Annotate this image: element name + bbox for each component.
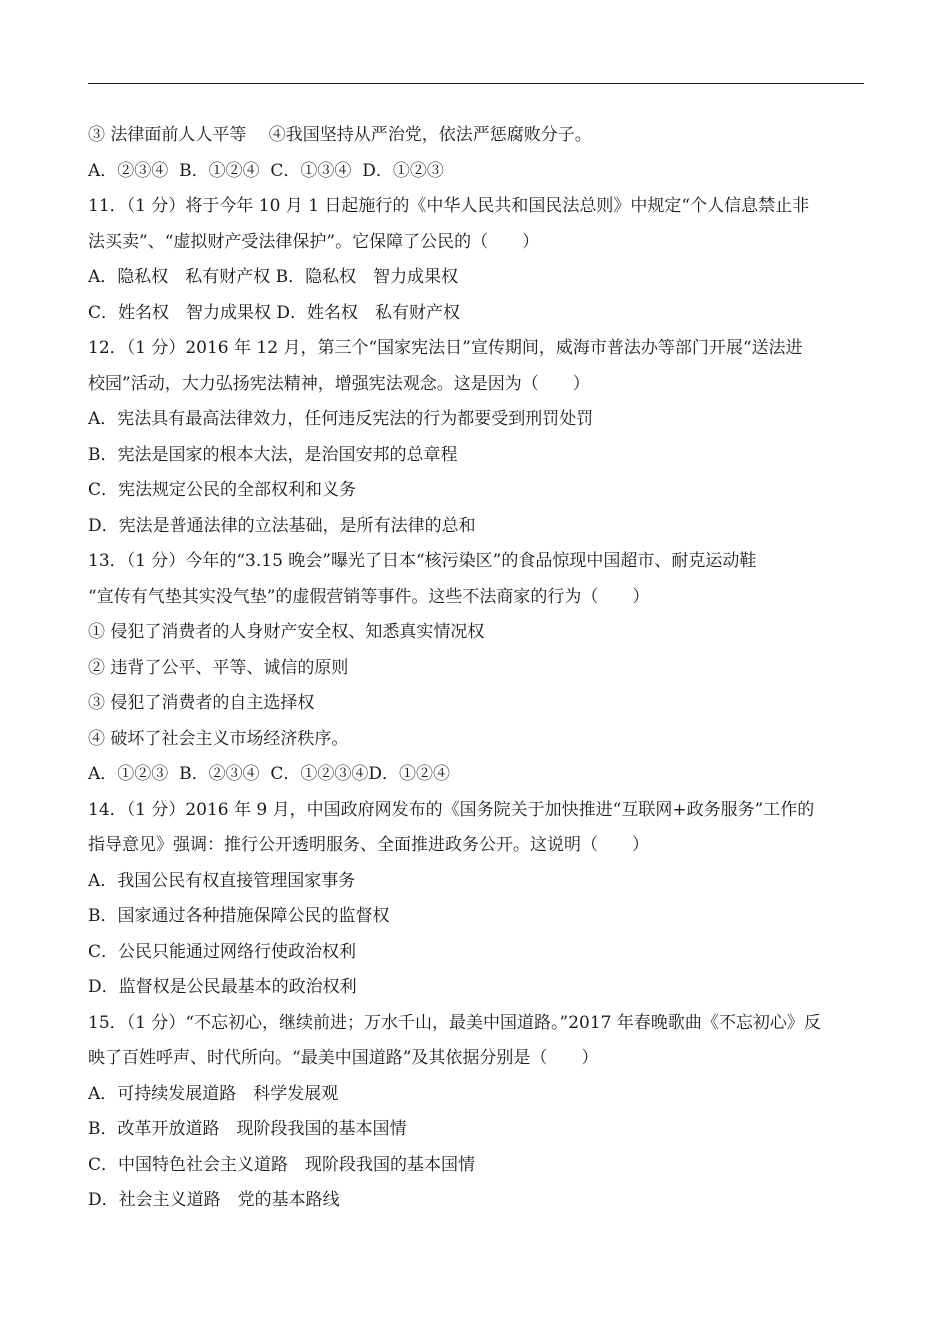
question-12-stem: 12．（1 分）2016 年 12 月，第三个“国家宪法日”宣传期间，威海市普法办等部门开展“送法进 xyxy=(88,338,803,358)
question-13-statement: ① 侵犯了消费者的人身财产安全权、知悉真实情况权 xyxy=(88,622,485,642)
question-13-statement: ③ 侵犯了消费者的自主选择权 xyxy=(88,693,315,713)
question-15-stem: 映了百姓呼声、时代所向。“最美中国道路”及其依据分别是（ ） xyxy=(88,1048,599,1068)
question-14-option-d: D．监督权是公民最基本的政治权利 xyxy=(88,977,357,997)
doc-line: A．②③④ B．①②④ C．①③④ D．①②③ xyxy=(88,160,444,181)
question-14-option-c: C．公民只能通过网络行使政治权利 xyxy=(88,941,357,962)
question-12-option-c: C．宪法规定公民的全部权利和义务 xyxy=(88,480,357,500)
question-12-option-a: A．宪法具有最高法律效力，任何违反宪法的行为都要受到刑罚处罚 xyxy=(88,409,594,429)
question-14-option-b: B．国家通过各种措施保障公民的监督权 xyxy=(88,906,390,926)
question-11-options: A．隐私权 私有财产权 B．隐私权 智力成果权 xyxy=(88,267,459,287)
question-11-stem: 11．（1 分）将于今年 10 月 1 日起施行的《中华人民共和国民法总则》中规定“个人信息禁止非 xyxy=(88,196,810,216)
question-13-stem: “宣传有气垫其实没气垫”的虚假营销等事件。这些不法商家的行为（ ） xyxy=(88,586,650,607)
question-15-option-b: B．改革开放道路 现阶段我国的基本国情 xyxy=(88,1119,407,1139)
question-13-statement: ② 违背了公平、平等、诚信的原则 xyxy=(88,657,349,678)
question-11-options: C．姓名权 智力成果权 D．姓名权 私有财产权 xyxy=(88,302,461,323)
question-15-option-a: A．可持续发展道路 科学发展观 xyxy=(88,1083,339,1104)
question-14-option-a: A．我国公民有权直接管理国家事务 xyxy=(88,870,356,891)
doc-line: ③ 法律面前人人平等 ④我国坚持从严治党，依法严惩腐败分子。 xyxy=(88,125,592,145)
document-body xyxy=(88,118,864,1219)
question-14-stem: 指导意见》强调：推行公开透明服务、全面推进政务公开。这说明（ ） xyxy=(88,835,649,855)
question-15-option-c: C．中国特色社会主义道路 现阶段我国的基本国情 xyxy=(88,1154,476,1175)
question-15-stem: 15．（1 分）“不忘初心，继续前进；万水千山，最美中国道路。”2017 年春晚歌曲《不忘初心》反 xyxy=(88,1012,821,1033)
question-14-stem: 14．（1 分）2016 年 9 月，中国政府网发布的《国务院关于加快推进“互联网+政务服务”工作的 xyxy=(88,799,815,820)
question-13-stem: 13．（1 分）今年的“3.15 晚会”曝光了日本“核污染区”的食品惊现中国超市、耐克运动鞋 xyxy=(88,551,757,571)
header-rule xyxy=(88,83,864,84)
question-12-stem: 校园”活动，大力弘扬宪法精神，增强宪法观念。这是因为（ ） xyxy=(88,373,590,394)
question-15-option-d: D．社会主义道路 党的基本路线 xyxy=(88,1190,340,1210)
question-12-option-b: B．宪法是国家的根本大法，是治国安邦的总章程 xyxy=(88,444,458,465)
question-13-statement: ④ 破坏了社会主义市场经济秩序。 xyxy=(88,728,349,749)
question-13-options: A．①②③ B．②③④ C．①②③④D．①②④ xyxy=(88,764,451,784)
question-12-option-d: D．宪法是普通法律的立法基础，是所有法律的总和 xyxy=(88,515,476,536)
question-11-stem: 法买卖”、“虚拟财产受法律保护”。它保障了公民的（ ） xyxy=(88,231,540,252)
